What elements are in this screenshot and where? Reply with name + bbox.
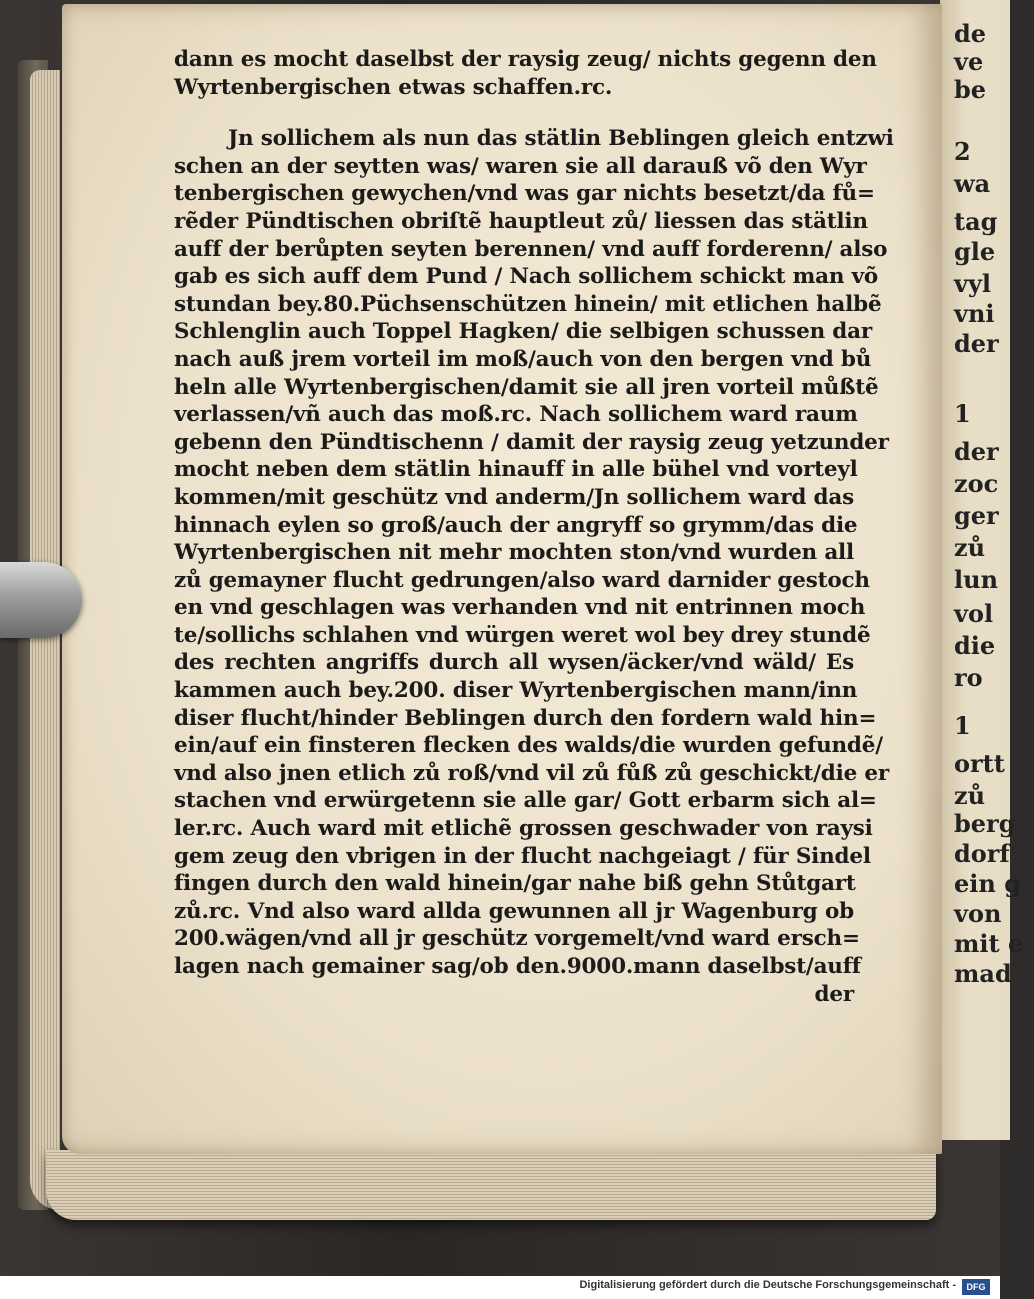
text-line: en vnd geschlagen was verhanden vnd nit entrinnen moch	[174, 595, 866, 621]
page-edges-bottom	[46, 1150, 936, 1220]
text-line: schen an der seytten was/ waren sie all darauß võ den Wyr	[174, 153, 867, 179]
facing-page-fragment: 1	[954, 399, 971, 428]
text-line: lagen nach gemainer sag/ob den.9000.mann daselbst/auff	[174, 954, 861, 979]
text-line: mocht neben dem stätlin hinauff in alle bühel vnd vorteyl	[174, 457, 858, 483]
text-line: ler.rc. Auch ward mit etlichẽ grossen geschwader von raysi	[174, 816, 873, 842]
text-line: hinnach eylen so groß/auch der angryff so grymm/das die	[174, 512, 858, 538]
facing-page-fragment: wa	[954, 169, 991, 198]
text-line: kommen/mit geschütz vnd anderm/Jn sollichem ward das	[174, 484, 854, 510]
text-line: Schlenglin auch Toppel Hagken/ die selbigen schussen dar	[174, 319, 872, 345]
facing-page-fragment: ortt	[954, 749, 1005, 778]
facing-page-fragment: der	[954, 437, 999, 466]
facing-page-fragment: ein g	[954, 869, 1021, 898]
dfg-logo: DFG	[962, 1279, 990, 1295]
text-line: stundan bey.80.Püchsenschützen hinein/ mit etlichen halbẽ	[174, 291, 882, 317]
facing-page-fragment: 2	[954, 137, 971, 166]
facing-page-fragment: berg	[954, 809, 1016, 838]
text-line: tenbergischen gewychen/vnd was gar nichts besetzt/da fů=	[174, 181, 875, 207]
text-line: dann es mocht daselbst der raysig zeug/ nichts gegenn den	[174, 47, 877, 72]
text-line: ein/auf ein finsteren flecken des walds/die wurden gefundẽ/	[174, 733, 883, 759]
text-line: Wyrtenbergischen nit mehr mochten ston/vnd wurden all	[174, 540, 854, 566]
facing-page-fragment: be	[954, 75, 987, 104]
text-line: auff der berůpten seyten berennen/ vnd auff forderenn/ also	[174, 236, 888, 262]
facing-page-fragment: lun	[954, 565, 999, 594]
facing-page-fragment: vni	[954, 299, 995, 328]
facing-page-fragment: gle	[954, 237, 996, 266]
facing-page-fragment: dorf	[954, 839, 1010, 868]
facing-page-fragment: ve	[954, 47, 984, 76]
facing-page-fragment: die	[954, 631, 996, 660]
text-line: gebenn den Pündtischenn / damit der raysig zeug yetzunder	[174, 429, 889, 455]
facing-page-fragment: 1	[954, 711, 971, 740]
footer-bar	[0, 1276, 1000, 1299]
text-line: 200.wägen/vnd all jr geschütz vorgemelt/vnd ward ersch=	[174, 926, 860, 952]
facing-page-fragment: der	[954, 329, 999, 358]
text-line: vnd also jnen etlich zů roß/vnd vil zů fůß zů geschickt/die er	[174, 760, 889, 786]
funding-credit: Digitalisierung gefördert durch die Deutsche Forschungsgemeinschaft -	[579, 1279, 956, 1291]
text-line: fingen durch den wald hinein/gar nahe biß gehn Stůtgart	[174, 871, 856, 897]
text-line: gem zeug den vbrigen in der flucht nachgeiagt / für Sindel	[174, 843, 871, 869]
text-line: rẽder Pündtischen obriſtẽ hauptleut zů/ liessen das stätlin	[174, 208, 868, 234]
catchword: der	[814, 981, 854, 1007]
text-line: kammen auch bey.200. diser Wyrtenbergischen mann/inn	[174, 678, 858, 704]
facing-page-fragment: vol	[954, 599, 994, 628]
facing-page-fragment: vyl	[954, 269, 992, 298]
facing-page-fragment: zů	[954, 781, 986, 810]
facing-page	[940, 0, 1024, 1140]
text-line: heln alle Wyrtenbergischen/damit sie all jren vorteil můßtẽ	[174, 374, 879, 400]
text-line: Wyrtenbergischen etwas schaffen.rc.	[174, 74, 613, 100]
text-line: diser flucht/hinder Beblingen durch den fordern wald hin=	[174, 705, 877, 731]
page-text	[174, 46, 894, 1008]
page-edges-side	[30, 70, 60, 1210]
facing-page-fragment: von	[954, 899, 1002, 928]
text-line: zů gemayner flucht gedrungen/also ward darnider gestoch	[174, 567, 870, 593]
facing-page-fragment: mit e	[954, 929, 1024, 958]
facing-page-fragment: mad	[954, 959, 1012, 988]
text-line: verlassen/vñ auch das moß.rc. Nach sollichem ward raum	[174, 402, 858, 428]
facing-page-fragment: zů	[954, 533, 986, 562]
facing-page-fragment: ro	[954, 663, 983, 692]
text-line: stachen vnd erwürgetenn sie alle gar/ Gott erbarm sich al=	[174, 788, 877, 814]
text-line: zů.rc. Vnd also ward allda gewunnen all jr Wagenburg ob	[174, 898, 854, 924]
facing-page-fragment: zoc	[954, 469, 999, 498]
facing-page-fragment: de	[954, 19, 987, 48]
text-line: te/sollichs schlahen vnd würgen weret wol bey drey stundẽ	[174, 622, 871, 648]
text-line: gab es sich auff dem Pund / Nach sollichem schickt man võ	[174, 264, 879, 290]
facing-page-fragment: tag	[954, 207, 998, 236]
text-line: nach auß jrem vorteil im moß/auch von den bergen vnd bů	[174, 346, 872, 372]
text-line: Jn sollichem als nun das stätlin Beblingen gleich entzwi	[228, 126, 894, 152]
facing-page-fragment: ger	[954, 501, 999, 530]
page-clip	[0, 562, 82, 638]
text-line: des rechten angriffs durch all wysen/äcker/vnd wäld/ Es	[174, 650, 854, 676]
